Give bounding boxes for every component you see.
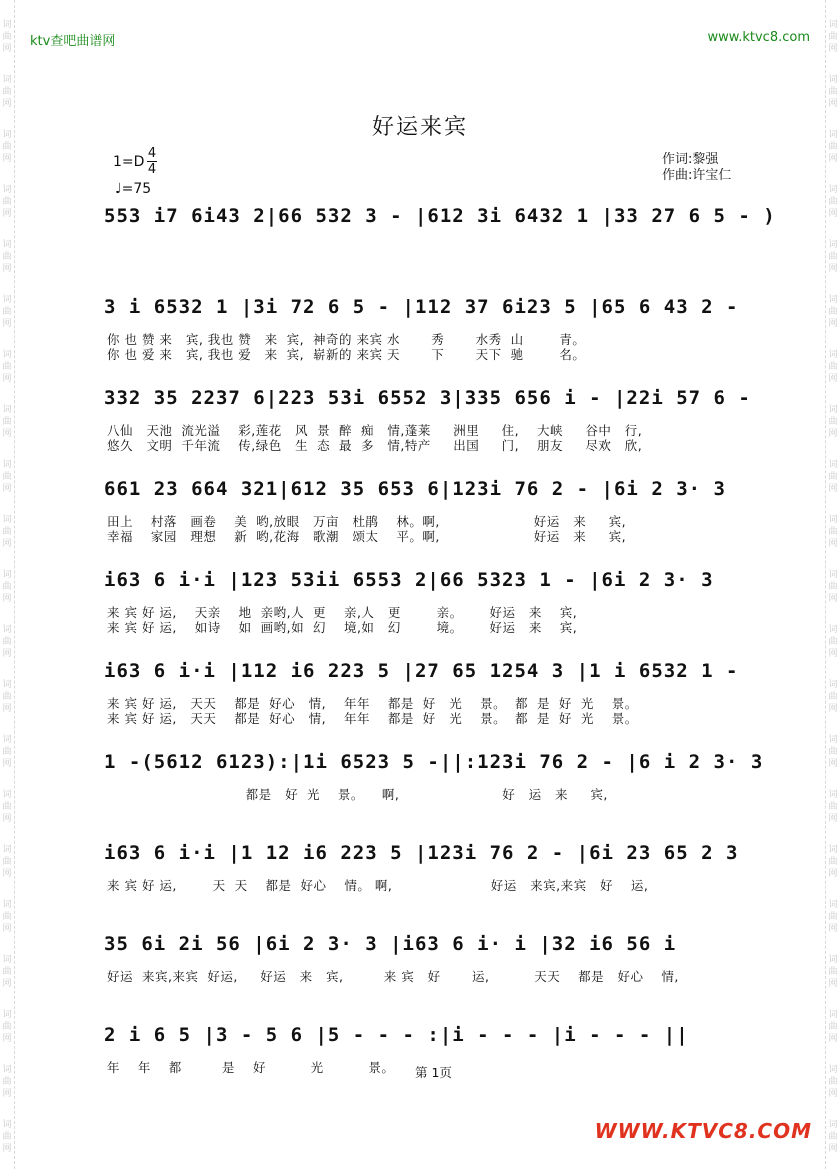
lyric-line-1: 你 也 赞 来 宾, 我也 赞 来 宾, 神奇的 来宾 水 秀 水秀 山 青。	[107, 332, 586, 347]
watermark-glyph: 词	[828, 1065, 838, 1075]
watermark-glyph: 网	[828, 979, 838, 989]
watermark-glyph: 曲	[2, 472, 12, 482]
lyric-line-1: 来 宾 好 运, 天 天 都是 好心 情。 啊, 好运 来宾,来宾 好 运,	[107, 878, 649, 893]
watermark-glyph: 曲	[2, 912, 12, 922]
watermark-glyph: 曲	[828, 747, 838, 757]
watermark-glyph: 网	[828, 704, 838, 714]
watermark-glyph: 词	[2, 680, 12, 690]
watermark-glyph: 曲	[2, 637, 12, 647]
watermark-glyph: 词	[828, 75, 838, 85]
watermark-glyph: 词	[2, 900, 12, 910]
watermark-glyph: 词	[828, 955, 838, 965]
watermark-glyph: 词	[2, 75, 12, 85]
watermark-glyph: 网	[2, 154, 12, 164]
site-logo[interactable]: WWW.KTVC8.COM	[594, 1119, 812, 1143]
site-url-right[interactable]: www.ktvc8.com	[707, 30, 810, 45]
watermark-glyph: 词	[2, 1065, 12, 1075]
watermark-glyph: 词	[2, 130, 12, 140]
watermark-glyph: 曲	[2, 142, 12, 152]
watermark-glyph: 曲	[828, 692, 838, 702]
watermark-glyph: 曲	[2, 527, 12, 537]
notation-row: 3 i 6532 1 |3i 72 6 5 - |112 37 6i23 5 |65 6 43 2 -	[104, 296, 739, 318]
watermark-glyph: 网	[2, 814, 12, 824]
watermark-glyph: 网	[828, 209, 838, 219]
credits	[662, 152, 731, 184]
watermark-glyph: 词	[828, 130, 838, 140]
watermark-glyph: 曲	[828, 1022, 838, 1032]
lyric-line-1: 八仙 天池 流光溢 彩,莲花 风 景 醉 痴 情,蓬莱 洲里 住, 大峡 谷中 行,	[107, 423, 643, 438]
song-title: 好运来宾	[371, 115, 468, 140]
lyric-line-1: 都是 好 光 景。 啊, 好 运 来 宾,	[107, 787, 608, 802]
watermark-glyph: 词	[828, 1120, 838, 1130]
watermark-glyph: 网	[2, 1089, 12, 1099]
left-watermark-strip	[0, 0, 15, 1169]
watermark-glyph: 曲	[828, 32, 838, 42]
watermark-glyph: 网	[828, 869, 838, 879]
watermark-glyph: 曲	[828, 802, 838, 812]
watermark-glyph: 网	[828, 814, 838, 824]
watermark-glyph: 词	[828, 240, 838, 250]
right-watermark-strip	[825, 0, 840, 1169]
watermark-glyph: 网	[828, 1089, 838, 1099]
page-number: 第 1页	[415, 1065, 452, 1080]
watermark-glyph: 网	[2, 209, 12, 219]
watermark-glyph: 词	[828, 625, 838, 635]
watermark-glyph: 词	[828, 350, 838, 360]
watermark-glyph: 曲	[2, 197, 12, 207]
lyric-line-1: 好运 来宾,来宾 好运, 好运 来 宾, 来 宾 好 运, 天天 都是 好心 情,	[107, 969, 679, 984]
watermark-glyph: 网	[2, 99, 12, 109]
notation-row: 332 35 2237 6|223 53i 6552 3|335 656 i - |22i 57 6 -	[104, 387, 751, 409]
meter-denominator: 4	[147, 162, 157, 177]
lyric-line-2: 来 宾 好 运, 如诗 如 画哟,如 幻 境,如 幻 境。 好运 来 宾,	[107, 620, 578, 635]
notation-row: i63 6 i·i |112 i6 223 5 |27 65 1254 3 |1 i 6532 1 -	[104, 660, 739, 682]
watermark-glyph: 曲	[828, 472, 838, 482]
watermark-glyph: 词	[2, 460, 12, 470]
watermark-glyph: 曲	[2, 32, 12, 42]
watermark-glyph: 曲	[828, 637, 838, 647]
watermark-glyph: 曲	[2, 582, 12, 592]
watermark-glyph: 网	[828, 484, 838, 494]
watermark-glyph: 词	[828, 20, 838, 30]
watermark-glyph: 曲	[2, 802, 12, 812]
watermark-glyph: 网	[2, 374, 12, 384]
lyricist: 作词:黎强	[662, 152, 719, 167]
watermark-glyph: 网	[828, 154, 838, 164]
watermark-glyph: 词	[828, 460, 838, 470]
lyric-line-1: 田上 村落 画卷 美 哟,放眼 万亩 杜鹃 林。啊, 好运 来 宾,	[107, 514, 627, 529]
watermark-glyph: 词	[2, 20, 12, 30]
watermark-glyph: 网	[2, 44, 12, 54]
watermark-glyph: 曲	[2, 747, 12, 757]
watermark-glyph: 曲	[2, 1132, 12, 1142]
watermark-glyph: 网	[828, 264, 838, 274]
watermark-glyph: 词	[2, 735, 12, 745]
watermark-glyph: 网	[828, 1034, 838, 1044]
watermark-glyph: 曲	[828, 417, 838, 427]
watermark-glyph: 网	[828, 924, 838, 934]
watermark-glyph: 网	[2, 594, 12, 604]
watermark-glyph: 词	[828, 680, 838, 690]
watermark-glyph: 词	[2, 955, 12, 965]
notation-row: 2 i 6 5 |3 - 5 6 |5 - - - :|i - - - |i - - - ||	[104, 1024, 689, 1046]
watermark-glyph: 词	[2, 1010, 12, 1020]
lyric-line-1: 来 宾 好 运, 天亲 地 亲哟,人 更 亲,人 更 亲。 好运 来 宾,	[107, 605, 578, 620]
notation-row: 35 6i 2i 56 |6i 2 3· 3 |i63 6 i· i |32 i6 56 i	[104, 933, 677, 955]
watermark-glyph: 词	[828, 570, 838, 580]
watermark-glyph: 曲	[2, 87, 12, 97]
watermark-glyph: 网	[2, 429, 12, 439]
watermark-glyph: 网	[828, 539, 838, 549]
watermark-glyph: 网	[2, 924, 12, 934]
watermark-glyph: 词	[828, 295, 838, 305]
watermark-glyph: 曲	[2, 692, 12, 702]
watermark-glyph: 词	[828, 405, 838, 415]
watermark-glyph: 曲	[828, 1132, 838, 1142]
watermark-glyph: 词	[828, 185, 838, 195]
watermark-glyph: 网	[2, 319, 12, 329]
watermark-glyph: 词	[2, 240, 12, 250]
tempo-marking: ♩=75	[115, 181, 152, 197]
watermark-glyph: 曲	[828, 857, 838, 867]
notation-row: 661 23 664 321|612 35 653 6|123i 76 2 - |6i 2 3· 3	[104, 478, 726, 500]
watermark-glyph: 曲	[2, 362, 12, 372]
watermark-glyph: 曲	[828, 142, 838, 152]
watermark-glyph: 网	[2, 869, 12, 879]
watermark-glyph: 词	[828, 790, 838, 800]
watermark-glyph: 网	[828, 1144, 838, 1154]
time-signature	[147, 146, 157, 177]
watermark-glyph: 词	[2, 295, 12, 305]
watermark-glyph: 曲	[828, 967, 838, 977]
watermark-glyph: 曲	[2, 307, 12, 317]
watermark-glyph: 曲	[2, 967, 12, 977]
watermark-glyph: 曲	[828, 527, 838, 537]
lyric-line-2: 悠久 文明 千年流 传,绿色 生 态 最 多 情,特产 出国 门, 朋友 尽欢 欣,	[107, 438, 643, 453]
watermark-glyph: 网	[2, 704, 12, 714]
watermark-glyph: 网	[828, 759, 838, 769]
watermark-glyph: 曲	[2, 857, 12, 867]
watermark-glyph: 词	[2, 405, 12, 415]
watermark-glyph: 词	[828, 1010, 838, 1020]
notation-row: 553 i7 6i43 2|66 532 3 - |612 3i 6432 1 |33 27 6 5 - )	[104, 205, 776, 227]
watermark-glyph: 词	[828, 900, 838, 910]
watermark-glyph: 词	[2, 185, 12, 195]
watermark-glyph: 网	[2, 539, 12, 549]
watermark-glyph: 曲	[828, 307, 838, 317]
watermark-glyph: 词	[2, 515, 12, 525]
lyric-line-2: 幸福 家园 理想 新 哟,花海 歌潮 颂太 平。啊, 好运 来 宾,	[107, 529, 627, 544]
watermark-glyph: 词	[2, 570, 12, 580]
key-signature: 1=D	[113, 154, 145, 170]
watermark-glyph: 曲	[828, 912, 838, 922]
composer: 作曲:许宝仁	[662, 168, 732, 183]
watermark-glyph: 词	[2, 350, 12, 360]
lyric-line-2: 来 宾 好 运, 天天 都是 好心 情, 年年 都是 好 光 景。 都 是 好 光 景。	[107, 711, 638, 726]
watermark-glyph: 网	[828, 44, 838, 54]
lyric-line-1: 年 年 都 是 好 光 景。	[107, 1060, 395, 1075]
watermark-glyph: 词	[2, 625, 12, 635]
watermark-glyph: 网	[2, 1034, 12, 1044]
watermark-glyph: 网	[2, 264, 12, 274]
watermark-glyph: 词	[828, 845, 838, 855]
watermark-glyph: 网	[828, 429, 838, 439]
notation-row: i63 6 i·i |123 53ii 6553 2|66 5323 1 - |6i 2 3· 3	[104, 569, 714, 591]
watermark-glyph: 词	[828, 515, 838, 525]
lyric-line-1: 来 宾 好 运, 天天 都是 好心 情, 年年 都是 好 光 景。 都 是 好 光 景。	[107, 696, 638, 711]
watermark-glyph: 网	[2, 1144, 12, 1154]
watermark-glyph: 网	[828, 319, 838, 329]
watermark-glyph: 网	[2, 649, 12, 659]
watermark-glyph: 网	[828, 374, 838, 384]
watermark-glyph: 词	[828, 735, 838, 745]
meter-numerator: 4	[147, 146, 157, 161]
watermark-glyph: 曲	[2, 1022, 12, 1032]
watermark-glyph: 网	[828, 594, 838, 604]
watermark-glyph: 词	[2, 1120, 12, 1130]
watermark-glyph: 网	[828, 99, 838, 109]
watermark-glyph: 网	[828, 649, 838, 659]
watermark-glyph: 词	[2, 790, 12, 800]
watermark-glyph: 网	[2, 484, 12, 494]
watermark-glyph: 词	[2, 845, 12, 855]
watermark-glyph: 曲	[828, 362, 838, 372]
watermark-glyph: 曲	[828, 582, 838, 592]
watermark-glyph: 曲	[2, 417, 12, 427]
notation-row: i63 6 i·i |1 12 i6 223 5 |123i 76 2 - |6i 23 65 2 3	[104, 842, 739, 864]
notation-row: 1 -(5612 6123):|1i 6523 5 -||:123i 76 2 - |6 i 2 3· 3	[104, 751, 764, 773]
watermark-glyph: 曲	[2, 252, 12, 262]
site-name-left[interactable]: ktv查吧曲谱网	[30, 34, 116, 49]
watermark-glyph: 网	[2, 759, 12, 769]
lyric-line-2: 你 也 爱 来 宾, 我也 爱 来 宾, 崭新的 来宾 天 下 天下 驰 名。	[107, 347, 586, 362]
watermark-glyph: 曲	[828, 1077, 838, 1087]
watermark-glyph: 曲	[828, 197, 838, 207]
watermark-glyph: 网	[2, 979, 12, 989]
watermark-glyph: 曲	[2, 1077, 12, 1087]
watermark-glyph: 曲	[828, 252, 838, 262]
watermark-glyph: 曲	[828, 87, 838, 97]
